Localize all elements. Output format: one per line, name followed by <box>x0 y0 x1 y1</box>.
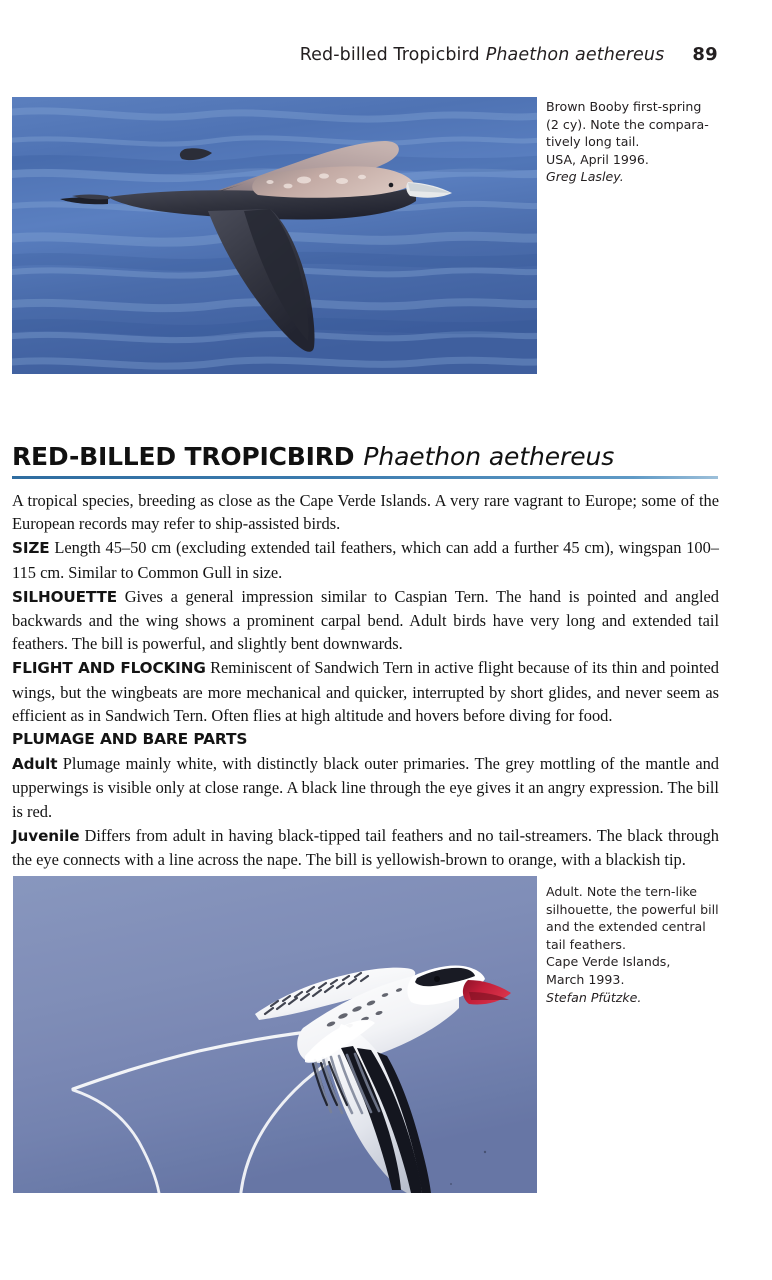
juvenile-label: Juvenile <box>12 826 80 845</box>
species-heading-english: RED-BILLED TROPICBIRD <box>12 442 355 471</box>
intro-text: A tropical species, breeding as close as the Cape Verde Islands. A very rare vagrant to Europe; some of the European records may refer to ship-assisted birds. <box>12 491 719 534</box>
caption-line: March 1993. <box>546 971 625 987</box>
size-label: SIZE <box>12 539 50 558</box>
adult-text: Plumage mainly white, with distinctly black outer primaries. The grey mottling of the mantle and upperwings is visible only at close range. A black line through the eye gives it an angry expression. The bill is red. <box>12 754 719 821</box>
paragraph-size <box>12 536 719 583</box>
page-number: 89 <box>692 44 718 65</box>
flight-label: FLIGHT AND FLOCKING <box>12 659 206 678</box>
paragraph-silhouette <box>12 585 719 656</box>
caption-line: Cape Verde Islands, <box>546 954 671 970</box>
caption-line: USA, April 1996. <box>546 151 649 167</box>
heading-rule <box>12 476 718 479</box>
photo-credit: Stefan Pfützke. <box>546 989 642 1005</box>
size-text: Length 45–50 cm (excluding extended tail feathers, which can add a further 45 cm), wingspan 100–115 cm. Similar to Common Gull in size. <box>12 538 719 582</box>
silhouette-label: SILHOUETTE <box>12 587 118 606</box>
caption-line: (2 cy). Note the compara- <box>546 116 709 132</box>
species-heading <box>12 442 718 471</box>
caption-line: Brown Booby first-spring <box>546 99 702 114</box>
paragraph-intro <box>12 489 719 535</box>
caption-line: tail feathers. <box>546 936 626 952</box>
caption-red-billed-tropicbird <box>546 883 762 1006</box>
caption-line: and the extended central <box>546 919 706 935</box>
photo-brown-booby <box>12 97 537 374</box>
running-head-species-english: Red-billed Tropicbird <box>299 45 480 65</box>
caption-line: tively long tail. <box>546 134 640 150</box>
flight-text: Reminiscent of Sandwich Tern in active flight because of its thin and pointed wings, but the wingbeats are more mechanical and quicker, interrupted by short glides, and never seem as efficient as in Sandwich Tern. Often flies at high altitude and hovers before diving for food. <box>12 658 719 725</box>
juvenile-text: Differs from adult in having black-tipped tail feathers and no tail-streamers. The black through the eye connects with a line across the nape. The bill is yellowish-brown to orange, with a blackish tip. <box>12 825 719 870</box>
paragraph-juvenile <box>12 824 719 871</box>
photo-red-billed-tropicbird <box>13 876 537 1193</box>
photo-credit: Greg Lasley. <box>546 169 624 185</box>
running-head <box>12 44 718 70</box>
plumage-section-heading: PLUMAGE AND BARE PARTS <box>12 730 248 749</box>
species-account-text <box>12 489 719 871</box>
caption-brown-booby <box>546 98 762 186</box>
adult-label: Adult <box>12 755 58 774</box>
caption-line: silhouette, the powerful bill <box>546 901 719 917</box>
caption-line: Adult. Note the tern-like <box>546 884 698 899</box>
species-heading-latin: Phaethon aethereus <box>363 442 615 471</box>
silhouette-text: Gives a general impression similar to Caspian Tern. The hand is pointed and angled backwards and the wing shows a prominent carpal bend. Adult birds have very long and extended tail feathers. The bill is powerful, and slightly bent downwards. <box>12 586 719 654</box>
paragraph-adult <box>12 752 719 823</box>
paragraph-flight-and-flocking <box>12 656 719 727</box>
running-head-species-latin: Phaethon aethereus <box>485 45 665 65</box>
